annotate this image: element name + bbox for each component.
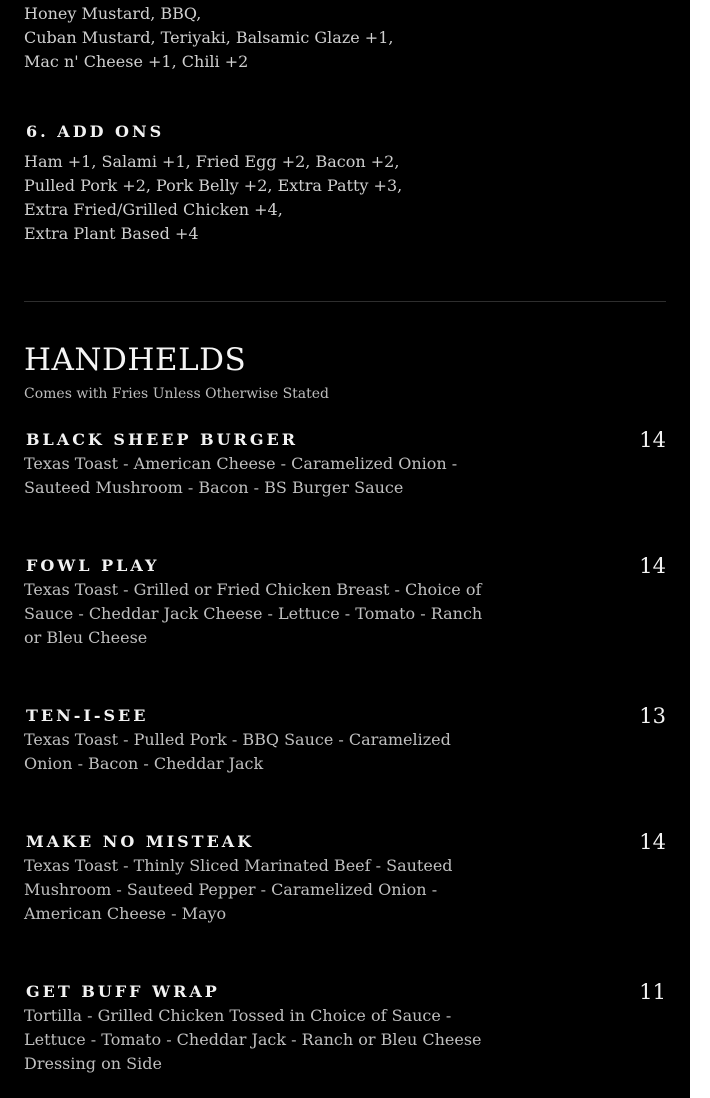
menu-item-name: FOWL PLAY [26,556,160,575]
add-ons-line: Extra Plant Based +4 [24,224,199,243]
menu-item-price: 11 [639,980,666,1004]
sauces-line: Cuban Mustard, Teriyaki, Balsamic Glaze +1, [24,28,394,47]
handhelds-title: HANDHELDS [24,342,247,378]
menu-item-name: GET BUFF WRAP [26,982,220,1001]
menu-item-name: BLACK SHEEP BURGER [26,430,298,449]
add-ons-list [24,150,504,246]
sauces-line: Honey Mustard, BBQ, [24,4,202,23]
menu-item-price: 13 [639,704,666,728]
menu-item-price: 14 [639,554,666,578]
add-ons-heading: 6. ADD ONS [26,122,165,141]
menu-item-description: Texas Toast - Thinly Sliced Marinated Beef - Sauteed Mushroom - Sauteed Pepper - Caramelized Onion - American Cheese - Mayo [24,856,453,923]
sauces-list [24,2,504,74]
section-divider [24,301,666,302]
add-ons-line: Ham +1, Salami +1, Fried Egg +2, Bacon +2, [24,152,400,171]
add-ons-line: Extra Fried/Grilled Chicken +4, [24,200,283,219]
menu-item-description: Texas Toast - Pulled Pork - BBQ Sauce - Caramelized Onion - Bacon - Cheddar Jack [24,730,451,773]
menu-item-price: 14 [639,428,666,452]
add-ons-line: Pulled Pork +2, Pork Belly +2, Extra Patty +3, [24,176,403,195]
sauces-line: Mac n' Cheese +1, Chili +2 [24,52,249,71]
menu-item-price: 14 [639,830,666,854]
menu-item-description: Texas Toast - American Cheese - Caramelized Onion - Sauteed Mushroom - Bacon - BS Burger Sauce [24,454,458,497]
menu-item-name: TEN-I-SEE [26,706,149,725]
handhelds-subtitle: Comes with Fries Unless Otherwise Stated [24,386,330,402]
menu-item-description: Tortilla - Grilled Chicken Tossed in Choice of Sauce - Lettuce - Tomato - Cheddar Jack - Ranch or Bleu Cheese Dressing on Side [24,1006,482,1073]
menu-item-name: MAKE NO MISTEAK [26,832,255,851]
menu-item-description: Texas Toast - Grilled or Fried Chicken Breast - Choice of Sauce - Cheddar Jack Cheese - Lettuce - Tomato - Ranch or Bleu Cheese [24,580,483,647]
